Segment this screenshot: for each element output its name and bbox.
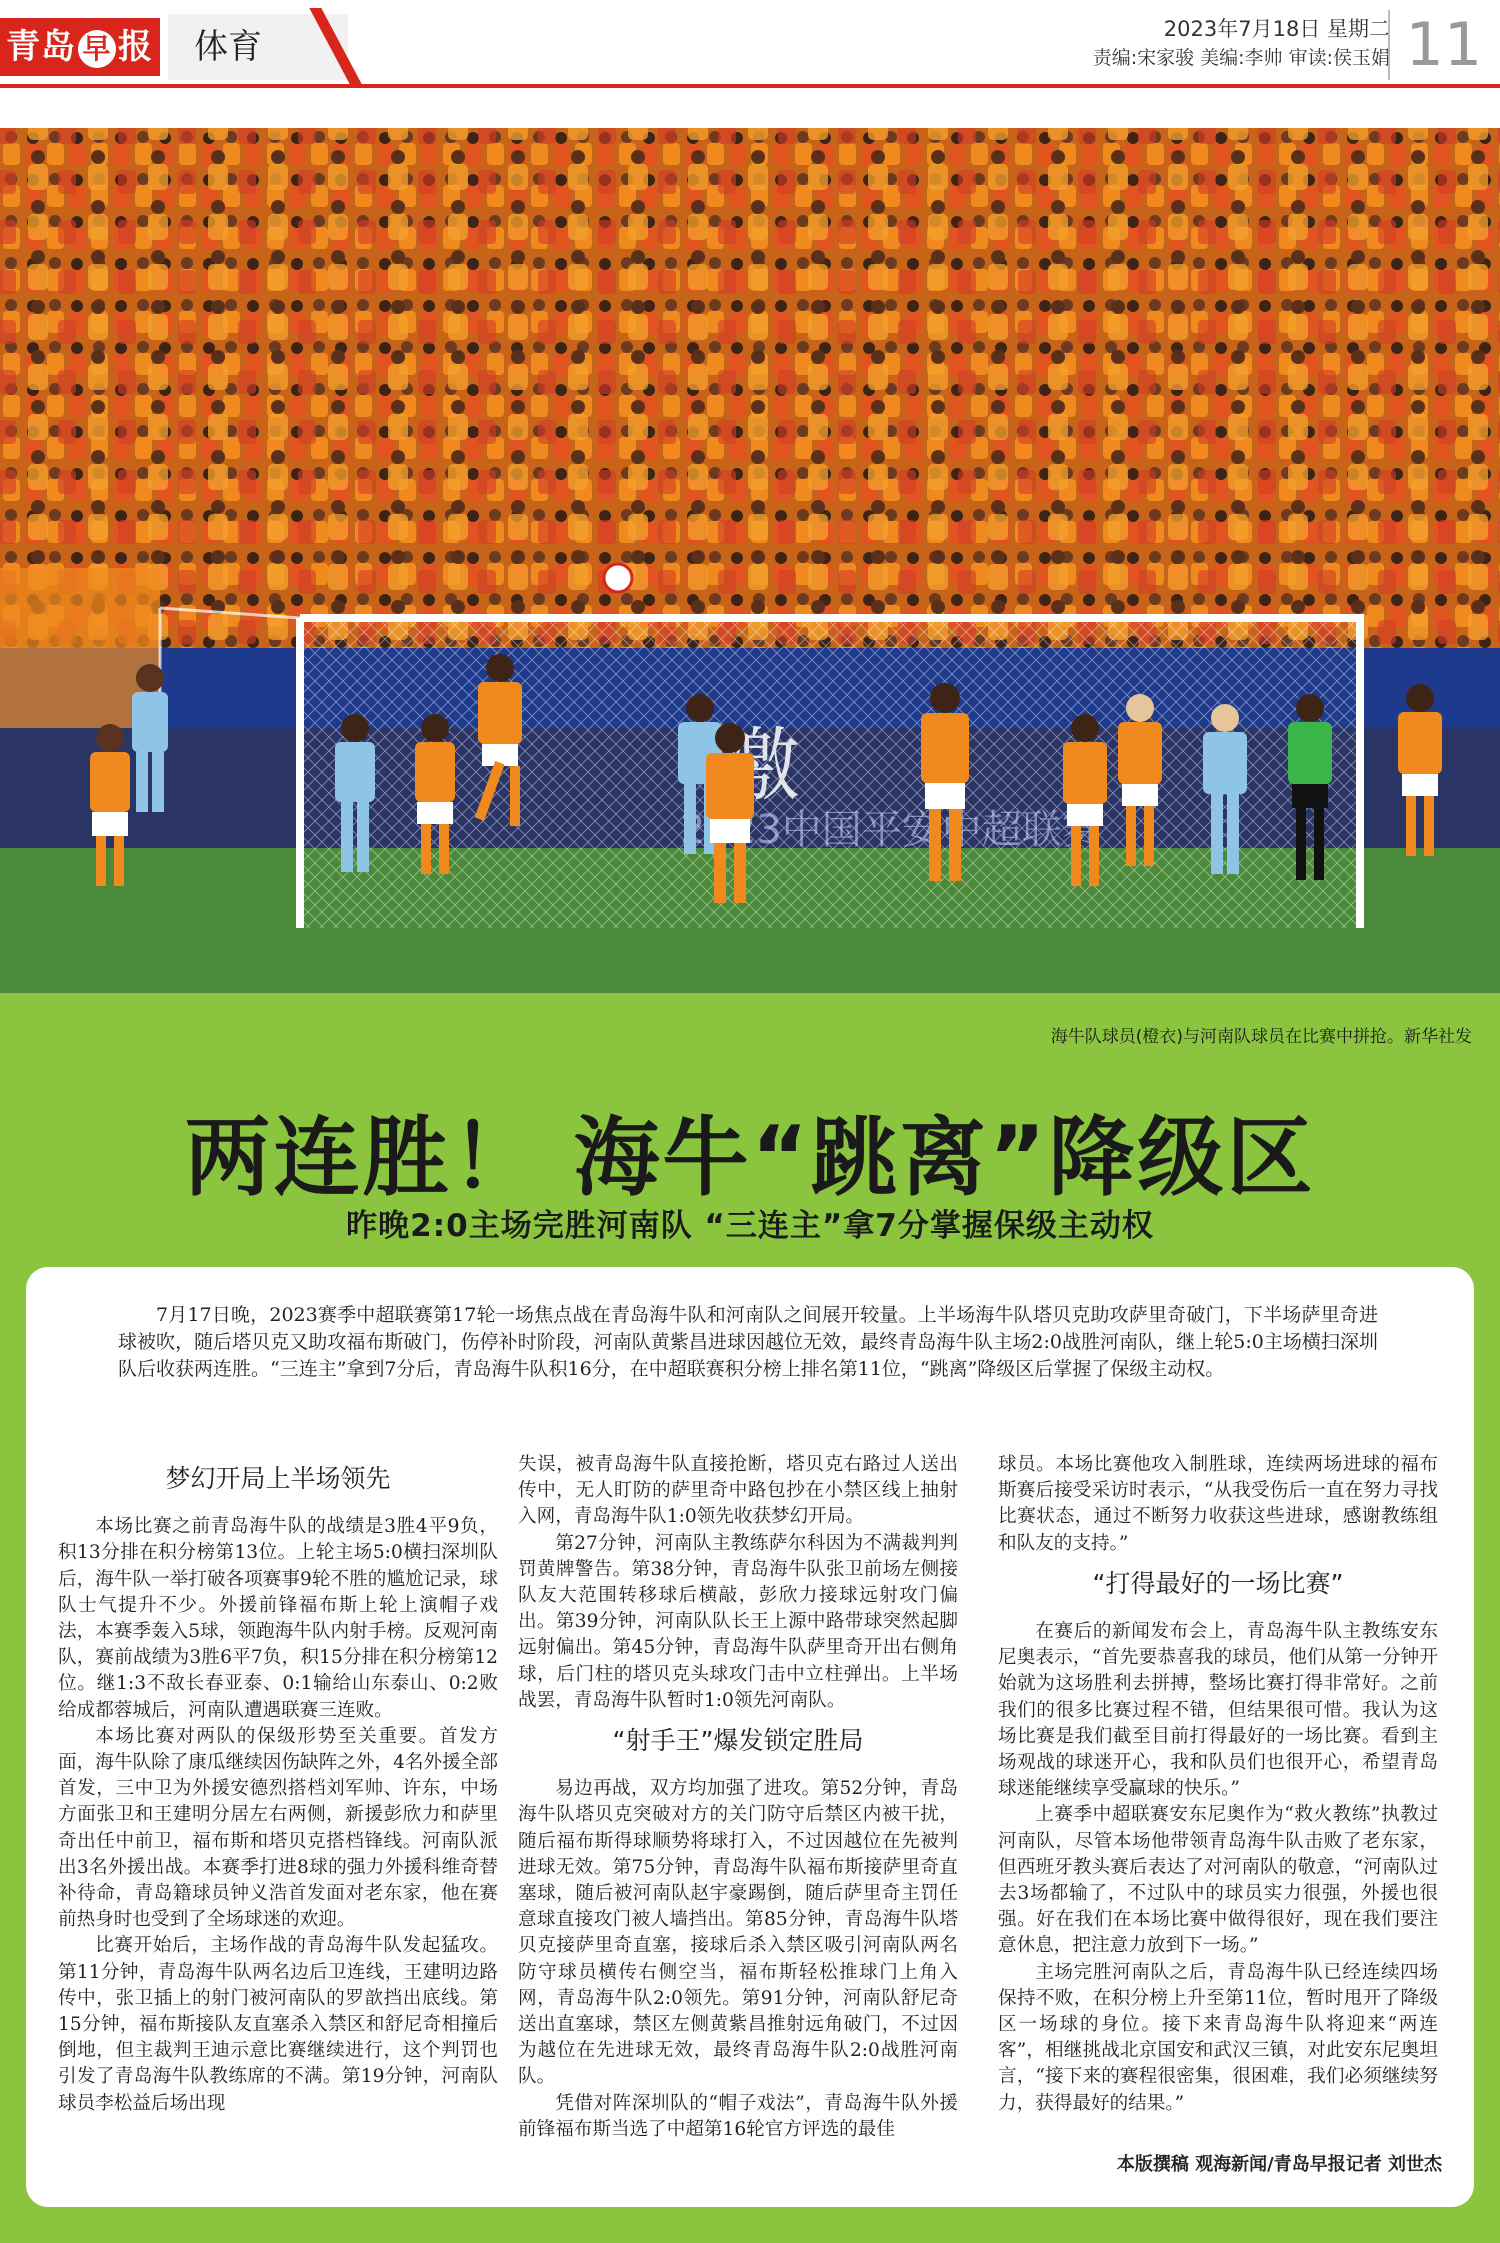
header-divider bbox=[0, 84, 1500, 88]
article-headline: 两连胜！ 海牛“跳离”降级区 bbox=[184, 1108, 1316, 1208]
photo-caption: 海牛队球员(橙衣)与河南队球员在比赛中拼抢。新华社发 bbox=[1050, 1027, 1472, 1047]
article-column-1 bbox=[58, 1452, 498, 2117]
paragraph: 上赛季中超联赛安东尼奥作为“救火教练”执教过河南队，尽管本场他带领青岛海牛队击败了老东家，但西班牙教头赛后表达了对河南队的敬意，“河南队过去3场都输了，不过队中的球员实力很强，外援也很强。好在我们在本场比赛中做得很好，现在我们要注意休息，把注意力放到下一场。” bbox=[998, 1804, 1438, 1957]
page-number: 11 bbox=[1388, 10, 1482, 80]
article-subheadline: 昨晚2:0主场完胜河南队 “三连主”拿7分掌握保级主动权 bbox=[346, 1208, 1154, 1244]
article-column-3 bbox=[998, 1452, 1438, 2117]
paragraph: 本场比赛对两队的保级形势至关重要。首发方面，海牛队除了康瓜继续因伤缺阵之外，4名外援全部首发，三中卫为外援安德烈搭档刘军帅、许东，中场方面张卫和王建明分居左右两侧，新援彭欣力和萨里奇出任中前卫，福布斯和塔贝克搭档锋线。河南队派出3名外援出战。本赛季打进8球的强力外援科维奇替补待命，青岛籍球员钟义浩首发面对老东家，他在赛前热身时也受到了全场球迷的欢迎。 bbox=[58, 1725, 498, 1931]
logo-text: 青岛 bbox=[6, 27, 76, 67]
page-header bbox=[0, 0, 1500, 90]
article-byline: 本版撰稿 观海新闻/青岛早报记者 刘世杰 bbox=[1116, 2154, 1442, 2175]
section-heading: 梦幻开局上半场领先 bbox=[165, 1464, 391, 1493]
paragraph: 易边再战，双方均加强了进攻。第52分钟，青岛海牛队塔贝克突破对方的关门防守后禁区内被干扰，随后福布斯得球顺势将球打入，不过因越位在先被判进球无效。第75分钟，青岛海牛队福布斯接萨里奇直塞球，随后被河南队赵宇豪踢倒，随后萨里奇主罚任意球直接攻门被人墙挡出。第85分钟，青岛海牛队塔贝克接萨里奇直塞，接球后杀入禁区吸引河南队两名防守球员横传右侧空当，福布斯轻松推球门上角入网，青岛海牛队2:0领先。第91分钟，河南队舒尼奇送出直塞球，禁区左侧黄紫昌推射远角破门，不过因为越位在先进球无效，最终青岛海牛队2:0战胜河南队。 bbox=[518, 1778, 958, 2088]
paragraph: 失误，被青岛海牛队直接抢断，塔贝克右路过人送出传中，无人盯防的萨里奇中路包抄在小禁区线上抽射入网，青岛海牛队1:0领先收获梦幻开局。 bbox=[518, 1454, 958, 1528]
match-photo-illustration bbox=[0, 128, 1500, 993]
football bbox=[604, 564, 632, 592]
paragraph: 凭借对阵深圳队的“帽子戏法”，青岛海牛队外援前锋福布斯当选了中超第16轮官方评选的最佳 bbox=[518, 2092, 958, 2140]
paragraph: 本场比赛之前青岛海牛队的战绩是3胜4平9负，积13分排在积分榜第13位。上轮主场5:0横扫深圳队后，海牛队一举打破各项赛事9轮不胜的尴尬记录，球队士气提升不少。外援前锋福布斯上轮上演帽子戏法，本赛季轰入5球，领跑海牛队内射手榜。反观河南队，赛前战绩为3胜6平7负，积15分排在积分榜第12位。继1:3不敌长春亚泰、0:1输给山东泰山、0:2败给成都蓉城后，河南队遭遇联赛三连败。 bbox=[58, 1516, 498, 1721]
paragraph: 球员。本场比赛他攻入制胜球，连续两场进球的福布斯赛后接受采访时表示，“从我受伤后一直在努力寻找比赛状态，通过不断努力收获这些进球，感谢教练组和队友的支持。” bbox=[998, 1454, 1438, 1554]
paragraph: 主场完胜河南队之后，青岛海牛队已经连续四场保持不败，在积分榜上升至第11位，暂时甩开了降级区一场球的身位。接下来青岛海牛队将迎来“两连客”，相继挑战北京国安和武汉三镇，对此安东尼奥坦言，“接下来的赛程很密集，很困难，我们必须继续努力，获得最好的结果。” bbox=[998, 1961, 1438, 2114]
paragraph: 比赛开始后，主场作战的青岛海牛队发起猛攻。第11分钟，青岛海牛队两名边后卫连线，王建明边路传中，张卫插上的射门被河南队的罗歆挡出底线。第15分钟，福布斯接队友直塞杀入禁区和舒尼奇相撞后倒地，但主裁判王迪示意比赛继续进行，这个判罚也引发了青岛海牛队教练席的不满。第19分钟，河南队球员李松益后场出现 bbox=[58, 1935, 498, 2114]
editor-credits: 责编:宋家骏 美编:李帅 审读:侯玉娟 bbox=[1092, 47, 1390, 69]
paragraph: 第27分钟，河南队主教练萨尔科因为不满裁判判罚黄牌警告。第38分钟，青岛海牛队张卫前场左侧接队友大范围转移球后横敲，彭欣力接球远射攻门偏出。第39分钟，河南队队长王上源中路带球突然起脚远射偏出。第45分钟，青岛海牛队萨里奇开出右侧角球，后门柱的塔贝克头球攻门击中立柱弹出。上半场战罢，青岛海牛队暂时1:0领先河南队。 bbox=[518, 1532, 958, 1711]
match-photo bbox=[0, 128, 1500, 993]
page-meta bbox=[1093, 14, 1390, 72]
logo-emblem: 早 bbox=[78, 30, 116, 68]
logo-text-suffix: 报 bbox=[118, 27, 153, 67]
section-title: 体育 bbox=[168, 14, 348, 80]
paragraph: 在赛后的新闻发布会上，青岛海牛队主教练安东尼奥表示，“首先要恭喜我的球员，他们从第一分钟开始就为这场胜利去拼搏，整场比赛打得非常好。之前我们的很多比赛过程不错，但结果很可惜。我认为这场比赛是我们截至目前打得最好的一场比赛。看到主场观战的球迷开心，我和队员们也很开心，希望青岛球迷能继续享受赢球的快乐。” bbox=[998, 1621, 1438, 1800]
issue-date: 2023年7月18日 星期二 bbox=[1163, 17, 1390, 41]
newspaper-logo bbox=[0, 18, 160, 76]
article-lead: 7月17日晚，2023赛季中超联赛第17轮一场焦点战在青岛海牛队和河南队之间展开较量。上半场海牛队塔贝克助攻萨里奇破门，下半场萨里奇进球被吹，随后塔贝克又助攻福布斯破门，伤停补时阶段，河南队黄紫昌进球因越位无效，最终青岛海牛队主场2:0战胜河南队，继上轮5:0主场横扫深圳队后收获两连胜。“三连主”拿到7分后，青岛海牛队积16分，在中超联赛积分榜上排名第11位，“跳离”降级区后掌握了保级主动权。 bbox=[118, 1304, 1378, 1380]
article-column-2 bbox=[518, 1452, 958, 2143]
section-heading: “射手王”爆发锁定胜局 bbox=[612, 1726, 864, 1756]
section-heading: “打得最好的一场比赛” bbox=[1092, 1568, 1344, 1598]
